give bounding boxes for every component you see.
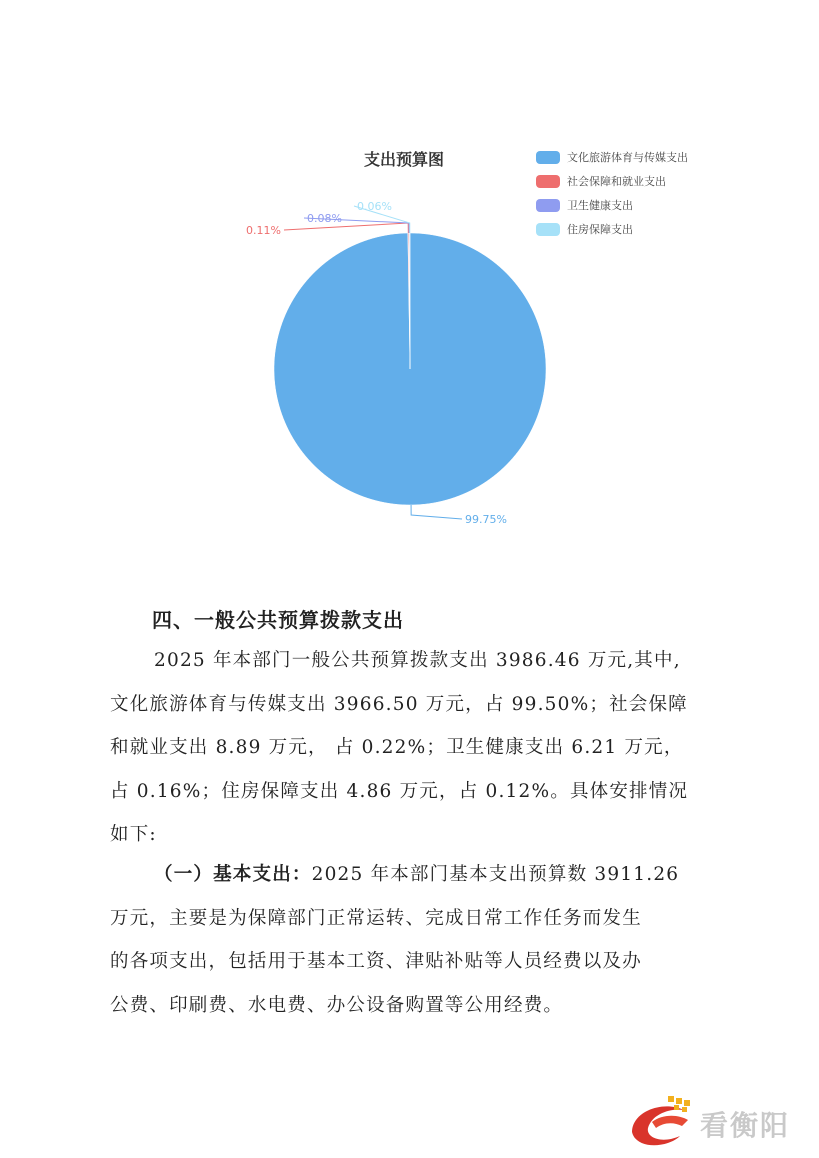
pie-leader-line — [284, 223, 408, 233]
pie-chart-area — [246, 135, 720, 535]
pie-data-label: 0.11% — [246, 224, 281, 237]
legend-label: 卫生健康支出 — [567, 199, 633, 212]
logo-icon — [622, 1092, 702, 1150]
paragraph-budget-summary — [110, 639, 710, 857]
legend-swatch — [536, 151, 560, 164]
legend-item[interactable] — [536, 193, 688, 217]
chart-legend — [536, 145, 688, 241]
text-line: 文化旅游体育与传媒支出 3966.50 万元，占 99.50%；社会保障 — [110, 693, 688, 715]
watermark-logo — [622, 1092, 812, 1150]
text-line — [110, 853, 710, 897]
subheading-basic-expenditure: （一）基本支出： — [154, 864, 312, 885]
pie-leader-line — [411, 505, 462, 519]
legend-item[interactable] — [536, 217, 688, 241]
legend-item[interactable] — [536, 169, 688, 193]
section-heading: 四、一般公共预算拨款支出 — [152, 608, 404, 632]
text-line: 万元，主要是为保障部门正常运转、完成日常工作任务而发生 — [110, 907, 642, 929]
legend-label: 社会保障和就业支出 — [567, 175, 666, 188]
text-line: 占 0.16%；住房保障支出 4.86 万元，占 0.12%。具体安排情况 — [110, 780, 689, 802]
text-line: 公费、印刷费、水电费、办公设备购置等公用经费。 — [110, 994, 564, 1016]
legend-swatch — [536, 175, 560, 188]
legend-item[interactable] — [536, 145, 688, 169]
pie-data-label: 99.75% — [465, 513, 507, 526]
pie-data-label: 0.06% — [357, 200, 392, 213]
text-line: 和就业支出 8.89 万元， 占 0.22%；卫生健康支出 6.21 万元， — [110, 737, 684, 758]
text-line: 如下: — [110, 824, 157, 845]
text-run: 2025 年本部门基本支出预算数 3911.26 — [311, 864, 680, 885]
legend-label: 住房保障支出 — [567, 223, 633, 236]
legend-swatch — [536, 223, 560, 236]
legend-label: 文化旅游体育与传媒支出 — [567, 151, 688, 164]
chart-title: 支出预算图 — [364, 150, 445, 169]
pie-data-label: 0.08% — [307, 212, 342, 225]
text-line: 的各项支出，包括用于基本工资、津贴补贴等人员经费以及办 — [110, 951, 642, 972]
watermark-text: 看衡阳 — [700, 1109, 791, 1142]
legend-swatch — [536, 199, 560, 212]
text-line: 2025 年本部门一般公共预算拨款支出 3986.46 万元,其中, — [154, 650, 681, 671]
paragraph-basic-expenditure — [110, 853, 710, 1027]
